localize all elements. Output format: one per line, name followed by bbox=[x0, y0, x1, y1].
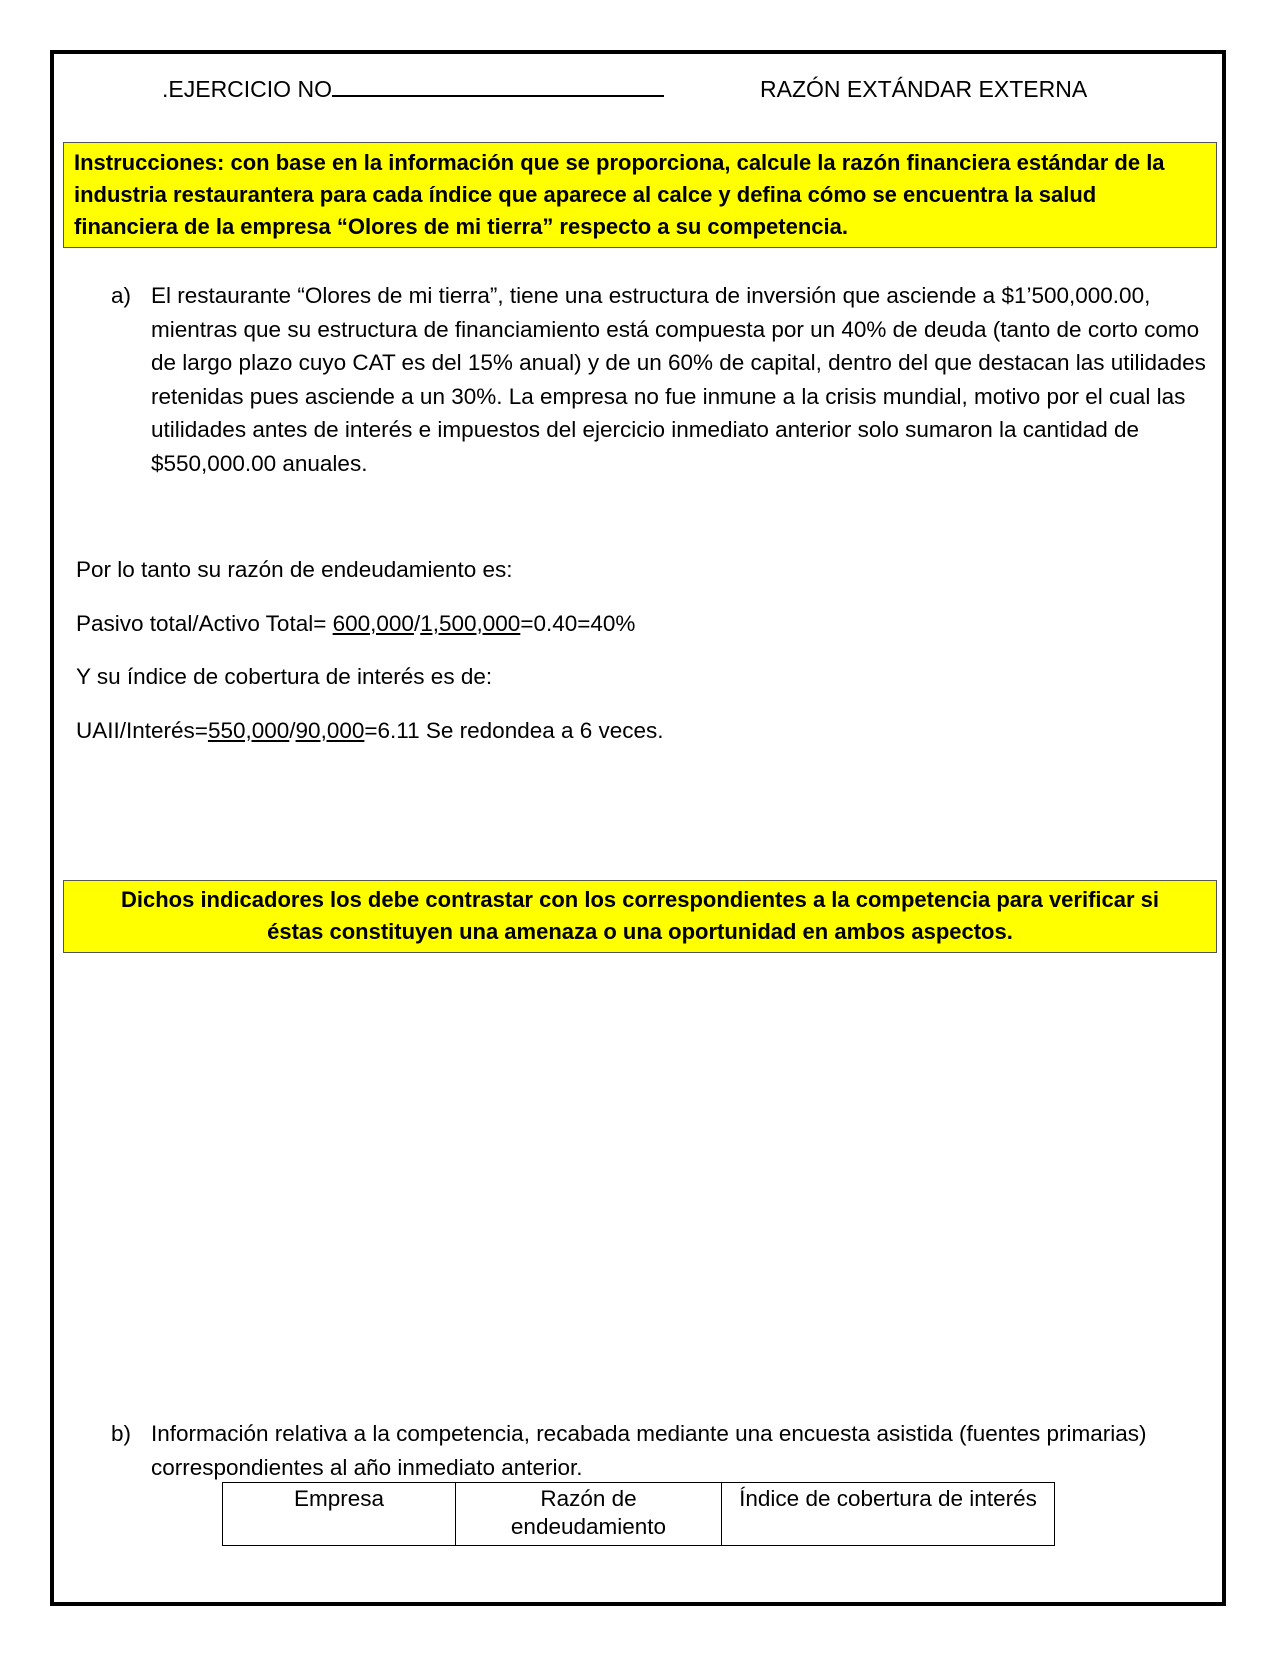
coverage-intro: Y su índice de cobertura de interés es de: bbox=[76, 664, 493, 689]
document-title: RAZÓN EXTÁNDAR EXTERNA bbox=[760, 76, 1088, 102]
exercise-number-field bbox=[162, 76, 664, 103]
debt-denominator: 1,500,000 bbox=[420, 611, 521, 636]
exercise-number-blank bbox=[332, 94, 664, 97]
debt-result: =0.40=40% bbox=[520, 611, 636, 636]
item-b bbox=[111, 1417, 1211, 1484]
header-indice-cobertura: Índice de cobertura de interés bbox=[722, 1483, 1055, 1546]
debt-prefix: Pasivo total/Activo Total= bbox=[76, 611, 333, 636]
note-box bbox=[63, 880, 1217, 953]
coverage-formula bbox=[76, 718, 664, 744]
instructions-box bbox=[63, 142, 1217, 248]
coverage-numerator: 550,000 bbox=[207, 718, 290, 743]
coverage-slash: / bbox=[289, 718, 296, 743]
coverage-denominator: 90,000 bbox=[295, 718, 365, 743]
exercise-label: .EJERCICIO NO bbox=[162, 76, 332, 102]
item-b-text: Información relativa a la competencia, recabada mediante una encuesta asistida (fuentes primarias) correspondientes al año inmediato anterior. bbox=[151, 1421, 1147, 1480]
item-a-label: a) bbox=[111, 283, 132, 308]
item-a bbox=[111, 279, 1211, 480]
debt-ratio-intro: Por lo tanto su razón de endeudamiento es: bbox=[76, 557, 513, 582]
item-b-label: b) bbox=[111, 1421, 132, 1446]
coverage-prefix: UAII/Interés= bbox=[76, 718, 208, 743]
header-empresa: Empresa bbox=[223, 1483, 456, 1546]
debt-numerator: 600,000 bbox=[332, 611, 414, 636]
item-a-text: El restaurante “Olores de mi tierra”, tiene una estructura de inversión que asciende a $1’500,000.00, mientras que su estructura de financiamiento está compuesta por un 40% de deuda (tanto de corto como de largo plazo cuyo CAT es del 15% anual) y de un 60% de capital, dentro del que destacan las utilidades retenidas pues asciende a un 30%. La empresa no fue inmune a la crisis mundial, motivo por el cual las utilidades antes de interés e impuestos del ejercicio inmediato anterior solo sumaron la cantidad de $550,000.00 anuales. bbox=[151, 283, 1206, 476]
coverage-result: =6.11 Se redondea a 6 veces. bbox=[364, 718, 664, 743]
instructions-text: Instrucciones: con base en la información que se proporciona, calcule la razón financiera estándar de la industria restaurantera para cada índice que aparece al calce y defina cómo se encuentra la salud financiera de la empresa “Olores de mi tierra” respecto a su competencia. bbox=[74, 150, 1165, 239]
debt-slash: / bbox=[413, 611, 421, 636]
debt-ratio-formula bbox=[76, 611, 635, 637]
table-header-row bbox=[223, 1483, 1055, 1546]
note-text: Dichos indicadores los debe contrastar con los correspondientes a la competencia para verificar si éstas constituyen una amenaza o una oportunidad en ambos aspectos. bbox=[120, 887, 1160, 944]
header-razon-endeudamiento: Razón de endeudamiento bbox=[456, 1483, 722, 1546]
competition-table bbox=[222, 1482, 1055, 1546]
